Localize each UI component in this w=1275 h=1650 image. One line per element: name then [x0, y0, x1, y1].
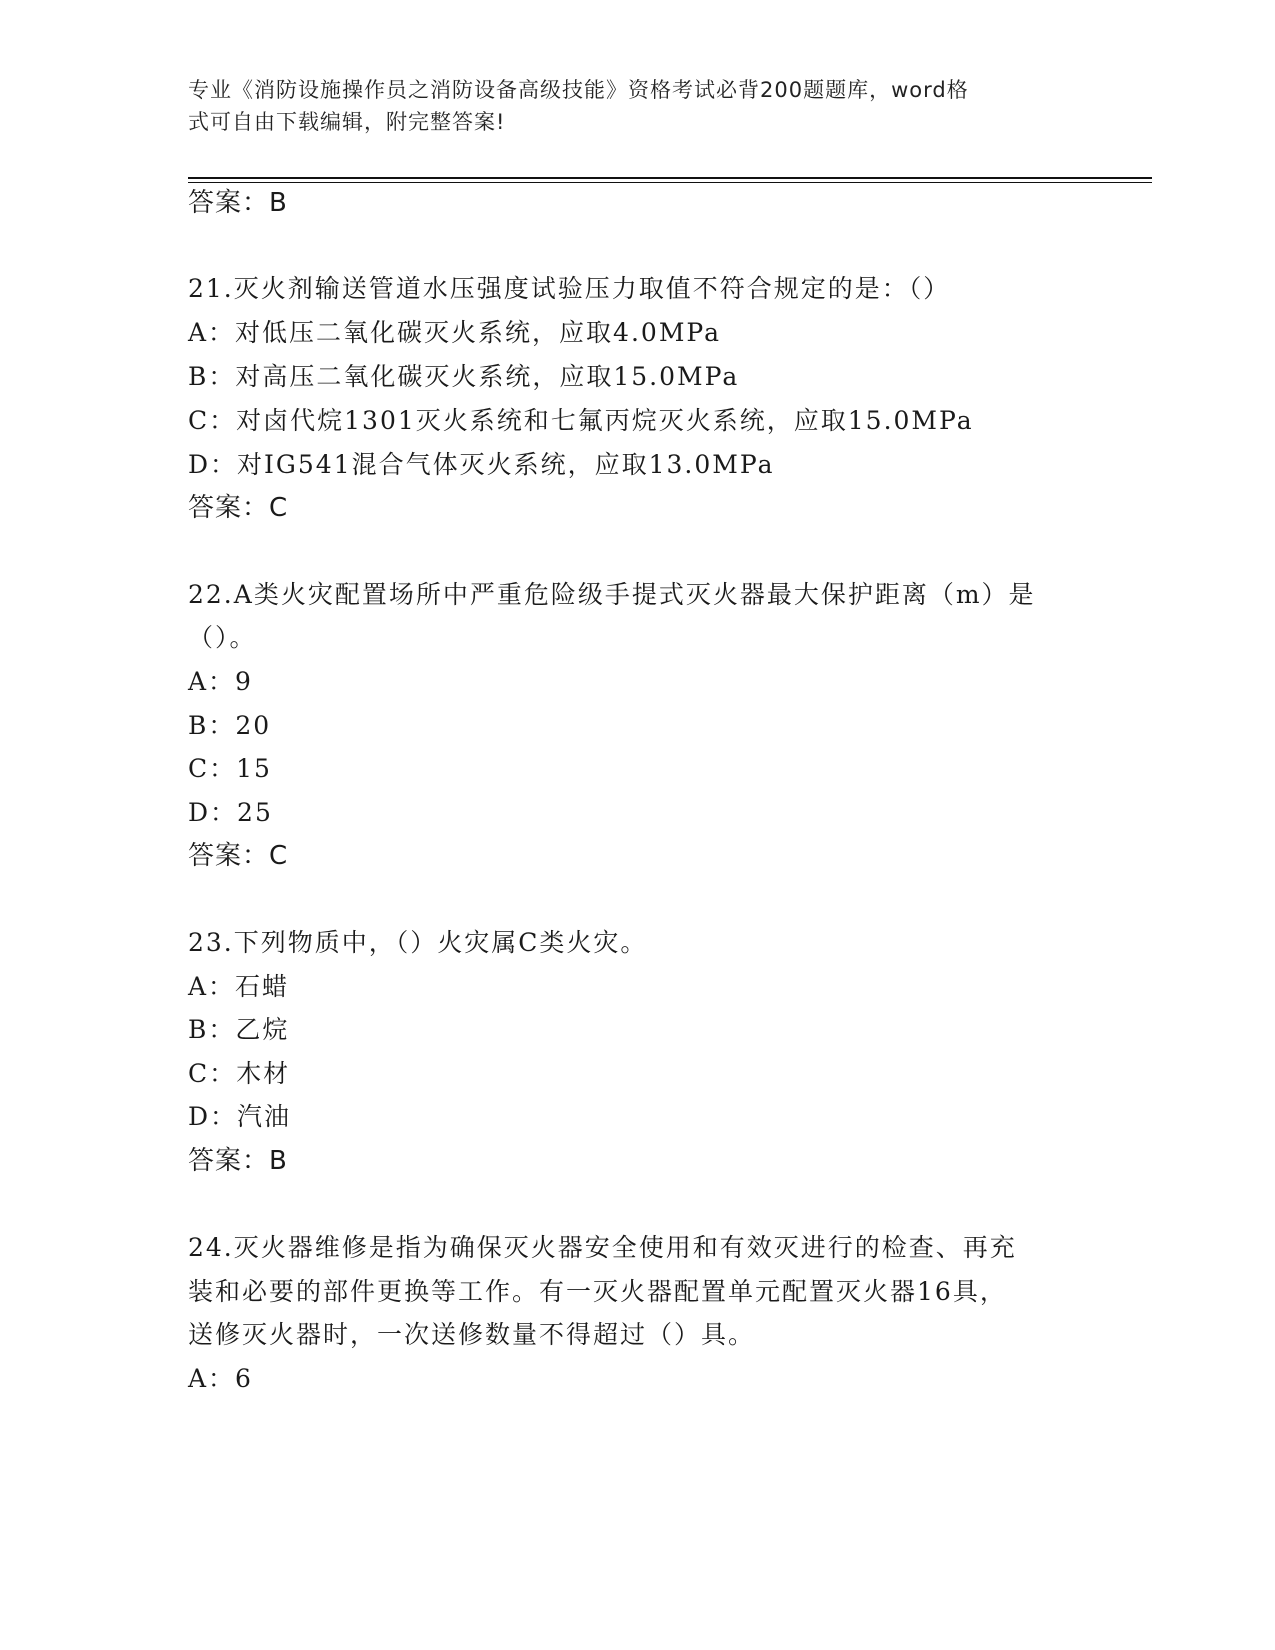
answer-21: 答案：C — [188, 493, 289, 523]
question-21-option-c: C：对卤代烷1301灭火系统和七氟丙烷灭火系统，应取15.0MPa — [188, 406, 974, 435]
header-rule-thin — [188, 182, 1152, 183]
question-22-text-line-1: 22.A类火灾配置场所中严重危险级手提式灭火器最大保护距离（m）是 — [188, 580, 1036, 609]
question-23-option-d: D：汽油 — [188, 1102, 292, 1131]
answer-22: 答案：C — [188, 841, 289, 871]
question-23-option-b: B：乙烷 — [188, 1015, 290, 1044]
question-21-option-b: B：对高压二氧化碳灭火系统，应取15.0MPa — [188, 362, 740, 391]
question-22-text-line-2: （）。 — [188, 623, 257, 652]
question-22-option-c: C：15 — [188, 754, 272, 783]
question-21-text: 21.灭火剂输送管道水压强度试验压力取值不符合规定的是：（） — [188, 274, 951, 303]
question-21-option-a: A：对低压二氧化碳灭火系统，应取4.0MPa — [188, 318, 722, 347]
answer-23: 答案：B — [188, 1146, 288, 1176]
header-line-1: 专业《消防设施操作员之消防设备高级技能》资格考试必背200题题库，word格 — [188, 78, 969, 102]
question-22-option-d: D：25 — [188, 798, 273, 827]
question-24-text-line-3: 送修灭火器时，一次送修数量不得超过（）具。 — [188, 1320, 756, 1349]
question-24-text-line-2: 装和必要的部件更换等工作。有一灭火器配置单元配置灭火器16具， — [188, 1277, 1007, 1306]
header-line-2: 式可自由下载编辑，附完整答案! — [188, 110, 506, 134]
question-23-option-a: A：石蜡 — [188, 972, 290, 1001]
question-23-option-c: C：木材 — [188, 1059, 291, 1088]
question-23-text: 23.下列物质中，（）火灾属C类火灾。 — [188, 928, 648, 957]
question-21-option-d: D：对IG541混合气体灭火系统，应取13.0MPa — [188, 450, 775, 479]
question-22-option-b: B：20 — [188, 711, 272, 740]
question-22-option-a: A：9 — [188, 667, 253, 696]
header-rule-thick — [188, 177, 1152, 179]
question-24-text-line-1: 24.灭火器维修是指为确保灭火器安全使用和有效灭进行的检查、再充 — [188, 1233, 1017, 1262]
question-24-option-a: A：6 — [188, 1364, 253, 1393]
answer-20: 答案：B — [188, 188, 288, 218]
document-header — [188, 74, 1088, 138]
